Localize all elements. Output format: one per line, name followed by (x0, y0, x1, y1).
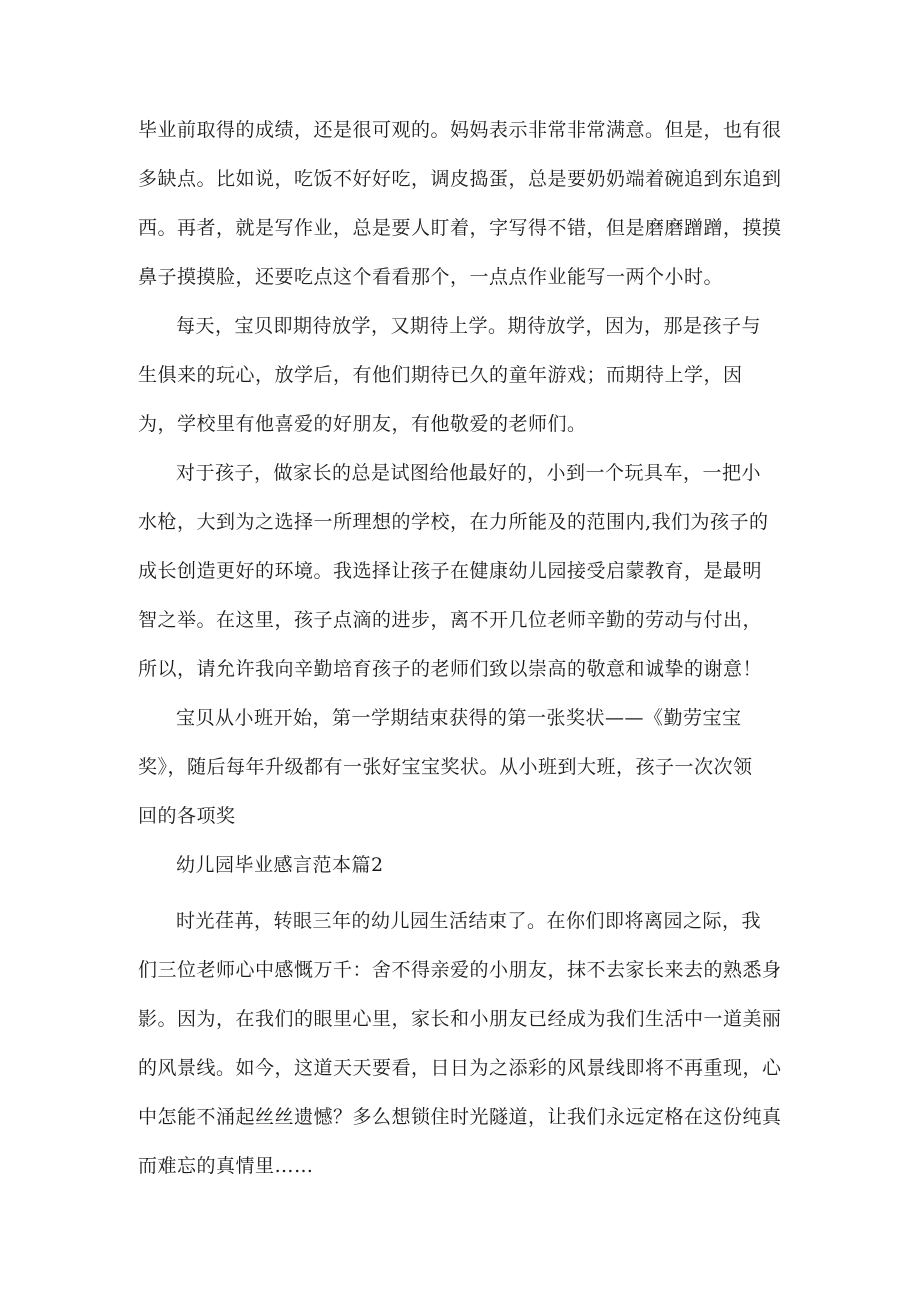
paragraph-4-line-2: 奖》，随后每年升级都有一张好宝宝奖状。从小班到大班，孩子一次次领 (138, 756, 753, 778)
paragraph-5-line-3: 影。因为，在我们的眼里心里，家长和小朋友已经成为我们生活中一道美丽 (138, 1008, 782, 1030)
paragraph-1-line-2: 多缺点。比如说，吃饭不好好吃，调皮捣蛋，总是要奶奶端着碗追到东追到 (138, 168, 782, 190)
paragraph-5-line-1: 时光荏苒，转眼三年的幼儿园生活结束了。在你们即将离园之际，我 (176, 910, 762, 932)
paragraph-5-line-6: 而难忘的真情里…… (138, 1155, 314, 1177)
paragraph-5-line-4: 的风景线。如今，这道天天要看，日日为之添彩的风景线即将不再重现，心 (138, 1057, 782, 1079)
paragraph-3-line-3: 成长创造更好的环境。我选择让孩子在健康幼儿园接受启蒙教育，是最明 (138, 560, 763, 582)
paragraph-3-line-1: 对于孩子，做家长的总是试图给他最好的，小到一个玩具车，一把小 (176, 462, 762, 484)
paragraph-5-line-5: 中怎能不涌起丝丝遗憾？多么想锁住时光隧道，让我们永远定格在这份纯真 (138, 1106, 782, 1128)
paragraph-2-line-1: 每天，宝贝即期待放学，又期待上学。期待放学，因为，那是孩子与 (176, 315, 762, 337)
paragraph-3-line-2: 水枪，大到为之选择一所理想的学校，在力所能及的范围内,我们为孩子的 (138, 511, 769, 533)
paragraph-2-line-3: 为，学校里有他喜爱的好朋友，有他敬爱的老师们。 (138, 413, 587, 435)
paragraph-1-line-3: 西。再者，就是写作业，总是要人盯着，字写得不错，但是磨磨蹭蹭，摸摸 (138, 217, 782, 239)
paragraph-3-line-5: 所以，请允许我向辛勤培育孩子的老师们致以崇高的敬意和诚挚的谢意！ (138, 658, 763, 680)
paragraph-1-line-1: 毕业前取得的成绩，还是很可观的。妈妈表示非常非常满意。但是，也有很 (138, 119, 782, 141)
paragraph-4-line-3: 回的各项奖 (138, 805, 236, 827)
paragraph-4-line-1: 宝贝从小班开始，第一学期结束获得的第一张奖状——《勤劳宝宝 (176, 707, 742, 729)
paragraph-1-line-4: 鼻子摸摸脸，还要吃点这个看看那个，一点点作业能写一两个小时。 (138, 266, 724, 288)
paragraph-5-line-2: 们三位老师心中感慨万千：舍不得亲爱的小朋友，抹不去家长来去的熟悉身 (138, 959, 782, 981)
section-heading: 幼儿园毕业感言范本篇2 (176, 854, 384, 876)
paragraph-2-line-2: 生俱来的玩心，放学后，有他们期待已久的童年游戏；而期待上学，因 (138, 364, 743, 386)
paragraph-3-line-4: 智之举。在这里，孩子点滴的进步，离不开几位老师辛勤的劳动与付出， (138, 609, 763, 631)
